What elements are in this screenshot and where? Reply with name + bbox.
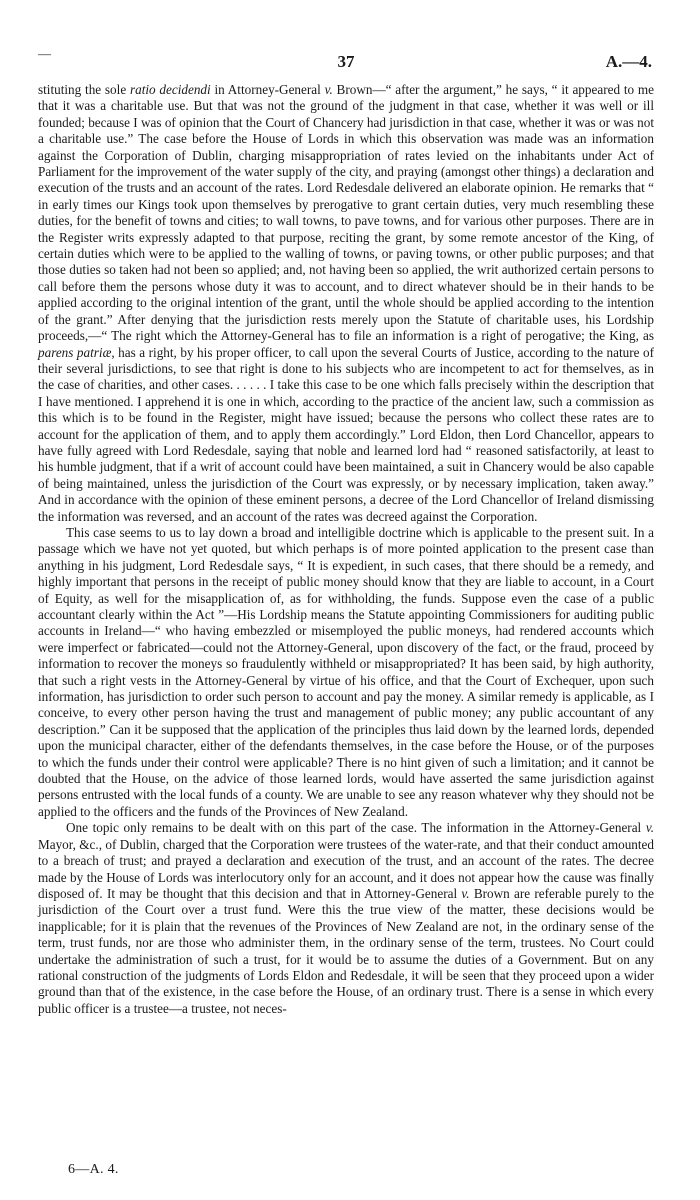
text-run: stituting the sole — [38, 82, 130, 97]
italic-text: v. — [324, 82, 333, 97]
text-run: One topic only remains to be dealt with on this part of the case. The information in the Attorney-General — [66, 820, 646, 836]
italic-text: ratio decidendi — [129, 82, 211, 97]
italic-text: v. — [461, 885, 470, 901]
header-dash: — — [38, 46, 51, 61]
document-page — [38, 0, 654, 1200]
paragraph-2 — [38, 525, 654, 820]
text-run: Mayor, &c., of Dublin, charged that the Corporation were trustees of the water-rate, and that their conduct amounted to a breach of trust; and prayed a declaration and execution of the trust, and an account of the rates. The decree made by the House of Lords was interlocutory only for an account, and it does not appear how the cause was finally disposed of. It may be thought that this decision and that in Attorney-General — [38, 836, 654, 901]
italic-text: parens patriæ — [38, 344, 112, 360]
text-run: This case seems to us to lay down a broad and intelligible doctrine which is applicable to the present suit. In a passage which we have not yet quoted, but which perhaps is of more pointed application to the present case than anything in his judgment, Lord Redesdale says, “ It is expedient, in such cases, that there should be a remedy, and highly important that persons in the receipt of public money should know that they are liable to account, in a Court of Equity, as well for the misapplication of, as for withholding, the funds. Suppose even the case of a public accountant clearly within the Act ”—His Lordship means the Statute appointing Commissioners for auditing public accounts in Ireland—“ who having embezzled or misemployed the public moneys, had rendered accounts which were imperfect or fabricated—could not the Attorney-General, upon discovery of the fact, or the fraud, proceed by information to recover the moneys so fraudulently withheld or misappropriated? It has been said, by high authority, that such a right vests in the Attorney-General by virtue of his office, and that the Court of Exchequer, upon such information, has jurisdiction to order such person to account and pay the money. A similar remedy is applicable, as I conceive, to every other person having the trust and management of public money; any public accountant of any description.” Can it be supposed that the application of the principles thus laid down by the learned lords, depended upon the municipal character, either of the defendants themselves, in the case before the House, or of the purposes to which the funds under their control were applicable? There is no hint given of such a limitation; and it cannot be doubted that the House, on the advice of those learned lords, would have asserted the same jurisdiction against persons entrusted with the local funds of a county. We are unable to see any reason whatever why they should not be applied to the officers and the funds of the Provinces of New Zealand. — [38, 524, 654, 819]
text-run: , has a right, by his proper officer, to call upon the several Courts of Justice, according to the nature of their several jurisdictions, to see that right is done to his subjects who are incompetent to act for themselves, as in the case of charities, and other cases. . . . . . I take this case to be one which falls precisely within the description that I have mentioned. I apprehend it is one in which, according to the practice of the ancient law, such a commission as this which is to be found in the Register, might have issued; because the persons who collect these rates are to account for the application of them, and to apply them accordingly.” Lord Eldon, then Lord Chancellor, appears to have fully agreed with Lord Redesdale, saying that noble and learned lord had “ reasoned satisfactorily, at least to his humble judgment, that if a writ of account could have been maintained, a suit in Chancery would be also capable of being maintained, unless the jurisdiction of the Court was expressly, or by necessary implication, taken away.” And in accordance with the opinion of these eminent persons, a decree of the Lord Chancellor of Ireland dismissing the information was reversed, and an account of the rates was decreed against the Corporation. — [38, 344, 654, 524]
body-text — [38, 82, 654, 1017]
italic-text: v. — [645, 820, 654, 836]
text-run: Brown—“ after the argument,” he says, “ it appeared to me that it was a charitable use. But that was not the ground of the judgment in that case, whether it was well or ill founded; because I was of opinion that the Court of Chancery had jurisdiction in that case, whether it was or was not a charitable use.” The case before the House of Lords in which this observation was made was an information against the Corporation of Dublin, charging misappropriation of rates levied on the inhabitants under Act of Parliament for the improvement of the water supply of the city, and praying (amongst other things) a declaration and execution of the trusts and an account of the rates. Lord Redesdale delivered an elaborate opinion. He remarks that “ in early times our Kings took upon themselves by prerogative to grant certain duties, very much resembling these duties, for the benefit of towns and cities; to wall towns, to pave towns, and for various other purposes. There are in the Register writs expressly adapted to that purpose, reciting the grant, by some remote ancestor of the King, of certain duties which were to be applied to the walling of towns, or paving towns, or other public purposes; and that those duties so taken had not been so applied; and, not having been so applied, the writ authorized certain persons to call before them the persons whose duty it was to account, and to direct whatever should be in their hands to be applied according to the original intention of the grant, until the whole should be applied according to the intention of the grant.” After denying that the jurisdiction rests merely upon the Statute of charitable uses, his Lordship proceeds,—“ The right which the Attorney-General has to file an information is a right of perogative; the King, as — [38, 82, 654, 344]
paragraph-3 — [38, 820, 654, 1017]
document-reference: A.—4. — [605, 52, 652, 71]
text-run: in Attorney-General — [210, 82, 325, 97]
paragraph-1 — [38, 82, 654, 525]
text-run: Brown are referable purely to the jurisdiction of the Court over a trust fund. Were this the true view of the matter, these decisions would be inapplicable; for it is plain that the revenues of the Provinces of New Zealand are not, in the ordinary sense of the term, trust funds, nor are those who administer them, in the ordinary sense of the term, trustees. No Court could undertake the administration of such a trust, for it would be to assume the duties of a Government. But on any rational construction of the judgments of Lords Eldon and Redesdale, it will be seen that they proceed upon a wider ground than that of the existence, in the case before the House, of an ordinary trust. There is a sense in which every public officer is a trustee—a trustee, not neces- — [38, 885, 654, 1016]
signature-mark: 6—A. 4. — [68, 1162, 119, 1177]
page-header — [38, 46, 654, 74]
page-number: 37 — [337, 52, 355, 71]
